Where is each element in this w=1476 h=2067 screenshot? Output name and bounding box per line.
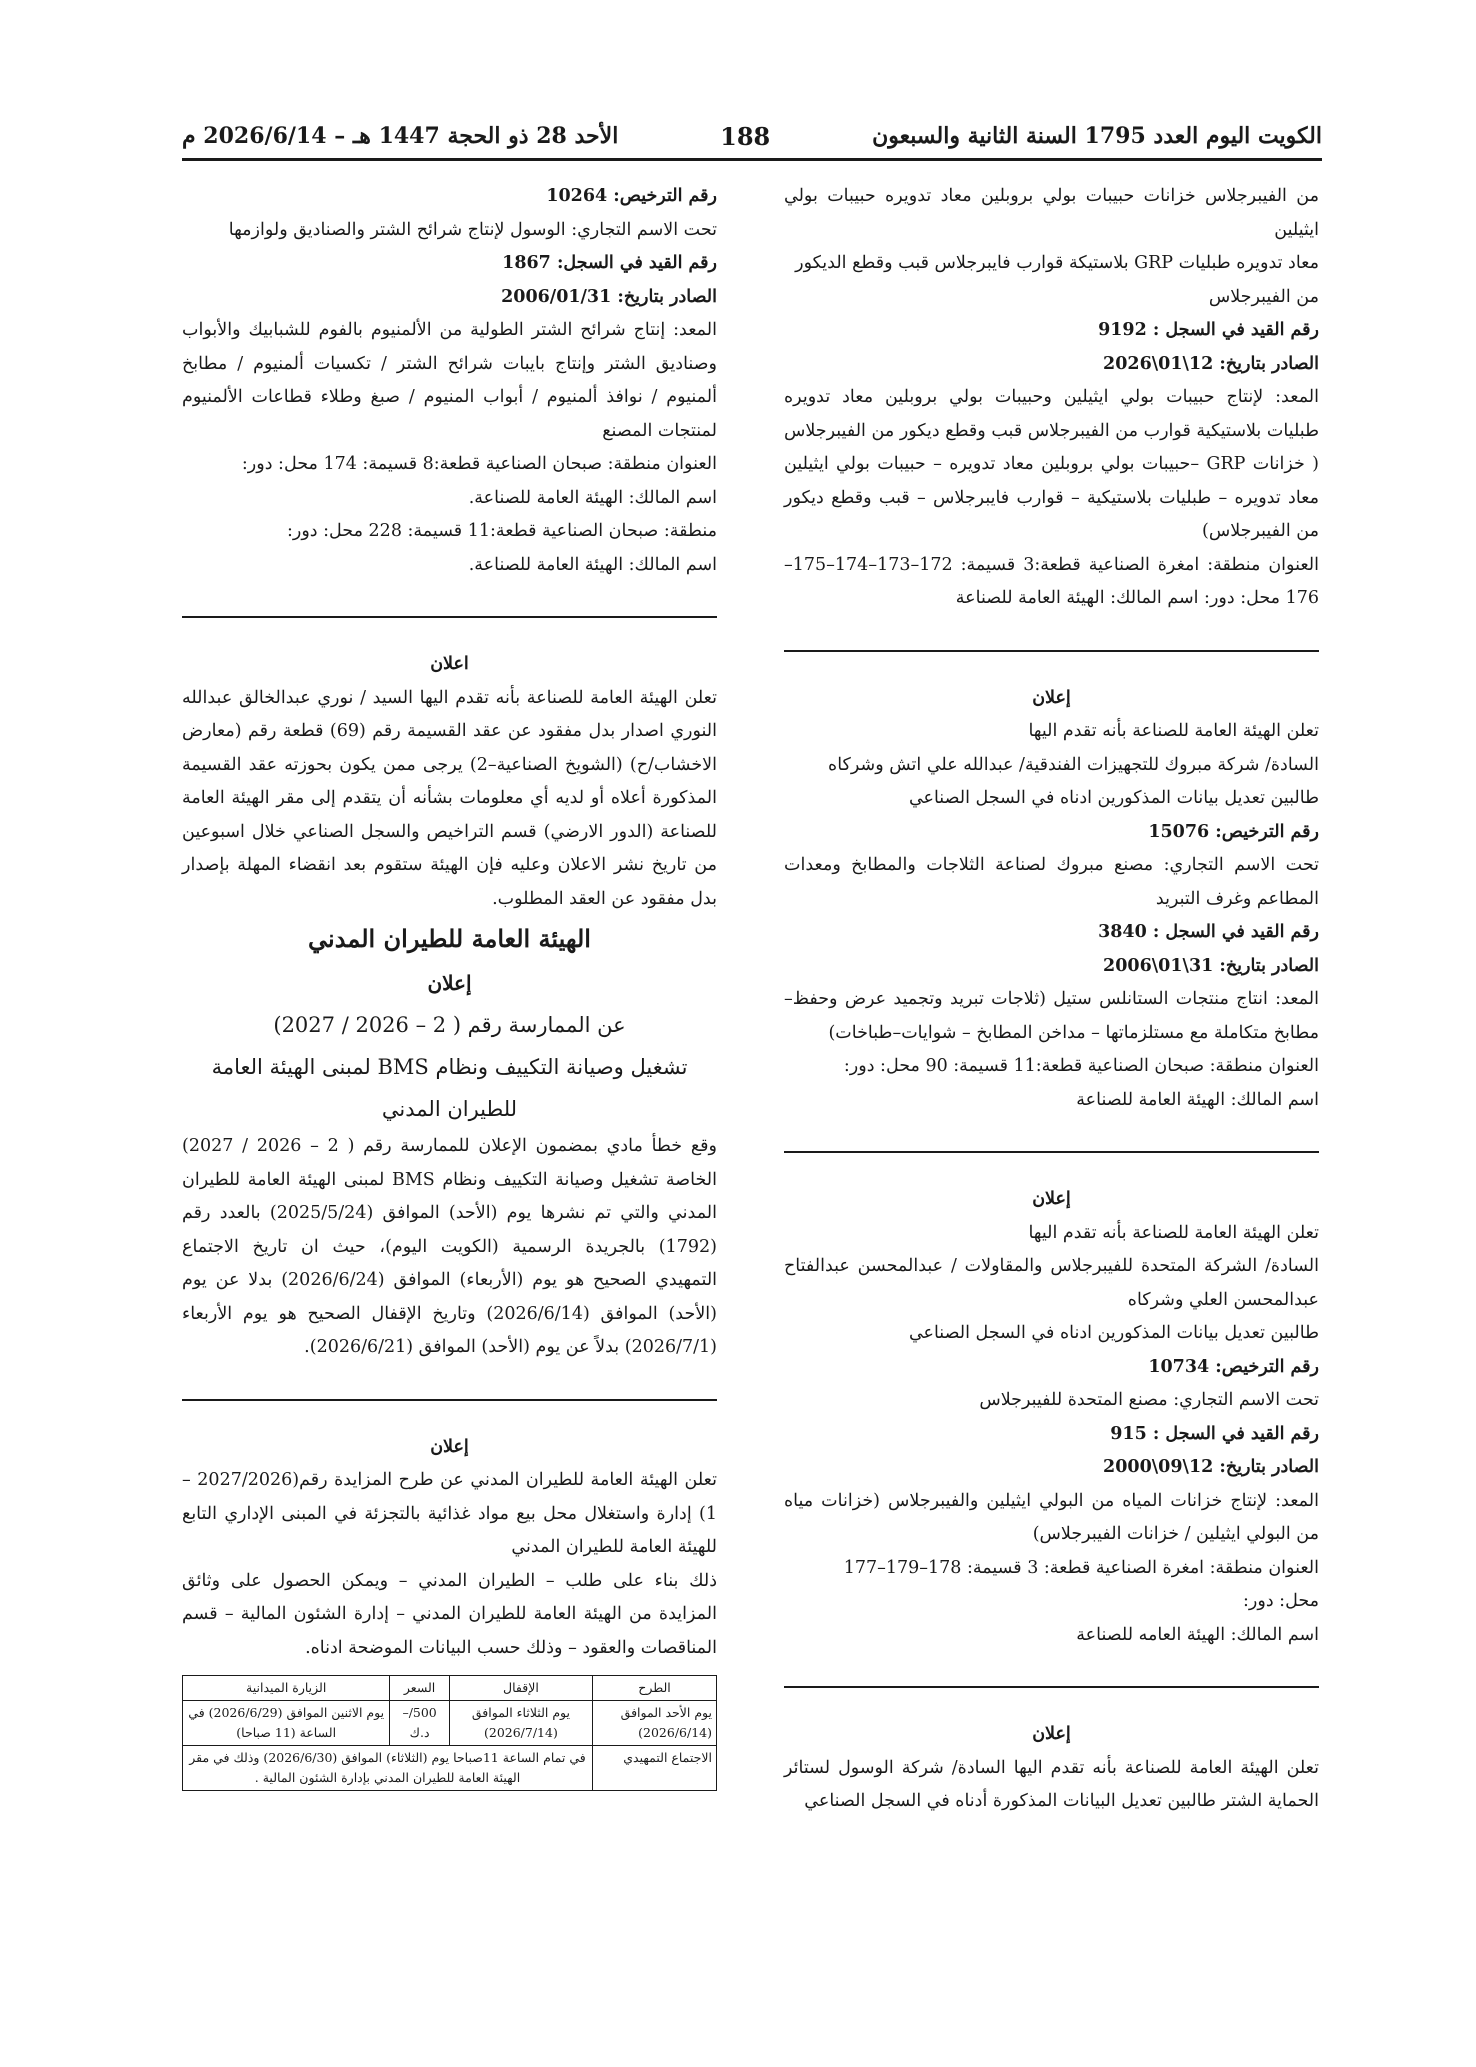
issue-date: الصادر بتاريخ: 12\01\2026: [1103, 353, 1319, 374]
table-header: السعر: [390, 1676, 449, 1701]
registration-number: رقم القيد في السجل: 1867: [502, 253, 717, 273]
purpose-text: المعد: انتاج منتجات الستانلس ستيل (ثلاجات تبريد وتجميد عرض وحفظ– مطابخ متكاملة مع مستلزماتها – مداخن المطابخ – شوايات–طباخات): [784, 989, 1319, 1043]
notice-title: إعلان: [430, 1436, 469, 1457]
registration-number: رقم القيد في السجل : 915: [1110, 1423, 1319, 1444]
notice-text: ذلك بناء على طلب – الطيران المدني – ويمكن الحصول على وثائق المزايدة من الهيئة العامة للطيران المدني – إدارة الشئون المالية – قسم المناقصات والعقود – وذلك حسب البيانات الموضحة ادناه.: [182, 1570, 717, 1658]
trade-name: تحت الاسم التجاري: مصنع مبروك لصناعة الثلاجات والمطابخ ومعدات المطاعم وغرف التبريد: [784, 855, 1319, 909]
table-row: [183, 1746, 717, 1791]
section-divider: [784, 650, 1319, 652]
address-text: العنوان منطقة: امغرة الصناعية قطعة:3 قسيمة: 172–173–174–175–176 محل: دور: اسم المالك: الهيئة العامة للصناعة: [784, 554, 1319, 608]
section-divider: [182, 616, 717, 618]
notice-text: وقع خطأ مادي بمضمون الإعلان للممارسة رقم ( 2 – 2026 / 2027) الخاصة تشغيل وصيانة التكييف ونظام BMS لمبنى الهيئة العامة للطيران المدني والتي تم نشرها يوم (الأحد) الموافق (2025/5/24) بالعدد رقم (1792) بالجريدة الرسمية (الكويت اليوم)، حيث ان تاريخ الاجتماع التمهيدي الصحيح هو يوم (الأربعاء) الموافق (2026/6/24) بدلا عن يوم (الأحد) الموافق (2026/6/14) وتاريخ الإقفال الصحيح هو يوم الأربعاء (2026/7/1) بدلاً عن يوم (الأحد) الموافق (2026/6/21).: [182, 1136, 718, 1357]
owner-text: اسم المالك: الهيئة العامه للصناعة: [1076, 1624, 1319, 1645]
purpose-text: المعد: إنتاج شرائح الشتر الطولية من الألمنيوم بالفوم للشبابيك والأبواب وصناديق الشتر وإنتاج بايبات شرائح الشتر / تكسيات ألمنيوم / مطابخ ألمنيوم / نوافذ ألمنيوم / أبواب المنيوم / صبغ وطلاء قطاعات الألمنيوم لمنتجات المصنع: [182, 320, 717, 441]
license-number: رقم الترخيص: 10734: [1148, 1356, 1319, 1377]
applicant-party: السادة/ الشركة المتحدة للفيبرجلاس والمقاولات / عبدالمحسن عبدالفتاح عبدالمحسن العلي وشركاه: [784, 1256, 1319, 1310]
page-header: [182, 118, 1322, 154]
owner-text: اسم المالك: الهيئة العامة للصناعة: [1076, 1089, 1319, 1110]
trade-name: تحت الاسم التجاري: الوسول لإنتاج شرائح الشتر والصناديق ولوازمها: [228, 219, 717, 240]
table-cell: يوم الاثنين الموافق (2026/6/29) في الساعة (11 صباحا): [183, 1701, 390, 1746]
section-divider: [784, 1686, 1319, 1688]
applicant-party: السادة/ شركة مبروك للتجهيزات الفندقية/ عبدالله علي اتش وشركاه: [828, 754, 1319, 775]
text-line: معاد تدويره طبليات GRP بلاستيكة قوارب فايبرجلاس قبب وقطع الديكور: [795, 253, 1319, 273]
address-text: منطقة: صبحان الصناعية قطعة:11 قسيمة: 228 محل: دور:: [287, 521, 717, 541]
notice-title: إعلان: [1032, 1189, 1071, 1209]
table-header: الإقفال: [449, 1676, 592, 1701]
notice-text: تعلن الهيئة العامة للصناعة بأنه تقدم اليها السيد / نوري عبدالخالق عبدالله النوري اصدار بدل مفقود عن عقد القسيمة رقم (69) قطعة رقم (معارض الاخشاب/ح) (الشويخ الصناعية–2) يرجى ممن يكون بحوزته عقد القسيمة المذكورة أعلاه أو لديه أي معلومات بشأنه أن يتقدم إلى مقر الهيئة العامة للصناعة (الدور الارضي) قسم التراخيص والسجل الصناعي خلال اسبوعين من تاريخ نشر الاعلان وعليه فإن الهيئة ستقوم بعد انقضاء المهلة بإصدار بدل مفقود عن العقد المطلوب.: [182, 687, 717, 909]
notice-title: اعلان: [430, 654, 469, 674]
table-cell: الاجتماع التمهيدي: [593, 1746, 717, 1791]
header-divider: [182, 158, 1322, 161]
section-divider: [182, 1399, 717, 1401]
practice-number: عن الممارسة رقم ( 2 – 2026 / 2027): [273, 1013, 626, 1037]
notice-civil-aviation-auction: [182, 1431, 717, 1792]
text-line: من الفيبرجلاس خزانات حبيبات بولي بروبلين معاد تدويره حبيبات بولي ايثيلين: [784, 186, 1319, 240]
address-text: العنوان منطقة: صبحان الصناعية قطعة:8 قسيمة: 174 محل: دور:: [241, 454, 717, 474]
table-cell: يوم الأحد الموافق (2026/6/14): [593, 1701, 717, 1746]
issue-date: الصادر بتاريخ: 31\01\2006: [1103, 955, 1319, 976]
table-cell: في تمام الساعة 11صباحا يوم (الثلاثاء) الموافق (2026/6/30) وذلك في مقر الهيئة العامة للطيران المدني بإدارة الشئون المالية .: [183, 1746, 593, 1791]
notice-civil-aviation-correction: [182, 916, 717, 1365]
owner-text: اسم المالك: الهيئة العامة للصناعة.: [468, 487, 717, 508]
table-header-row: [183, 1676, 717, 1701]
trade-name: تحت الاسم التجاري: مصنع المتحدة للفيبرجلاس: [979, 1390, 1319, 1410]
registration-number: رقم القيد في السجل : 9192: [1098, 320, 1319, 340]
purpose-text: المعد: لإنتاج حبيبات بولي ايثيلين وحبيبات بولي بروبلين معاد تدويره طبليات بلاستيكية قوارب من الفيبرجلاس قبب وقطع ديكور من الفيبرجلاس ( خزانات GRP –حبيبات بولي بروبلين معاد تدويره – حبيبات بولي ايثيلين معاد تدويره – طبليات بلاستيكية – قوارب فايبرجلاس – قبب وقطع ديكور من الفيبرجلاس): [784, 387, 1319, 541]
notice-text: تعلن الهيئة العامة للطيران المدني عن طرح المزايدة رقم(2027/2026 –1) إدارة واستغلال محل بيع مواد غذائية بالتجزئة في المبنى الإداري التابع للهيئة العامة للطيران المدني: [182, 1470, 717, 1557]
address-text: العنوان منطقة: صبحان الصناعية قطعة:11 قسيمة: 90 محل: دور:: [843, 1056, 1319, 1076]
notice-wasool: [784, 1718, 1319, 1819]
address-text: العنوان منطقة: امغرة الصناعية قطعة: 3 قسيمة: 178–179–177: [843, 1557, 1319, 1578]
request-text: طالبين تعديل بيانات المذكورين ادناه في السجل الصناعي: [908, 788, 1319, 808]
text-line: من الفيبرجلاس: [1208, 286, 1319, 307]
left-column: [182, 180, 717, 1791]
section-divider: [784, 1151, 1319, 1153]
auction-table: [182, 1675, 717, 1791]
owner-text: اسم المالك: الهيئة العامة للصناعة.: [468, 554, 717, 575]
table-header: الطرح: [593, 1676, 717, 1701]
page-number: 188: [720, 121, 771, 151]
table-row: [183, 1701, 717, 1746]
header-issue: الكويت اليوم العدد 1795 السنة الثانية والسبعون: [872, 123, 1322, 149]
notice-text: تعلن الهيئة العامة للصناعة بأنه تقدم اليها السادة/ شركة الوسول لستائر الحماية الشتر طالبين تعديل البيانات المذكورة أدناه في السجل الصناعي: [784, 1757, 1319, 1811]
notice-mabrook: [784, 682, 1319, 1118]
notice-intro: تعلن الهيئة العامة للصناعة بأنه تقدم اليها: [1028, 1222, 1319, 1243]
notice-title: إعلان: [427, 971, 472, 995]
issue-date: الصادر بتاريخ: 12\09\2000: [1103, 1457, 1319, 1477]
right-column: [784, 180, 1319, 1819]
notice-fiberglass-continued: [784, 180, 1319, 616]
shop-text: محل: دور:: [1243, 1591, 1319, 1611]
notice-title: إعلان: [1032, 687, 1071, 708]
purpose-text: المعد: لإنتاج خزانات المياه من البولي ايثيلين والفيبرجلاس (خزانات مياه من البولي ايثيلين / خزانات الفيبرجلاس): [784, 1490, 1319, 1544]
authority-title: الهيئة العامة للطيران المدني: [308, 924, 591, 953]
header-date: الأحد 28 ذو الحجة 1447 هـ – 2026/6/14 م: [182, 123, 619, 149]
notice-intro: تعلن الهيئة العامة للصناعة بأنه تقدم اليها: [1028, 721, 1319, 741]
table-cell: يوم الثلاثاء الموافق (2026/7/14): [449, 1701, 592, 1746]
table-cell: 500/– د.ك: [390, 1701, 449, 1746]
notice-title: إعلان: [1032, 1724, 1071, 1744]
notice-lost-contract: [182, 648, 717, 916]
notice-wasool-continued: [182, 180, 717, 582]
registration-number: رقم القيد في السجل : 3840: [1098, 922, 1319, 942]
request-text: طالبين تعديل بيانات المذكورين ادناه في السجل الصناعي: [908, 1323, 1319, 1343]
practice-subject: تشغيل وصيانة التكييف ونظام BMS لمبنى الهيئة العامة للطيران المدني: [211, 1055, 688, 1121]
notice-united-fiberglass: [784, 1183, 1319, 1652]
license-number: رقم الترخيص: 10264: [546, 186, 717, 206]
license-number: رقم الترخيص: 15076: [1148, 821, 1319, 842]
table-header: الزيارة الميدانية: [183, 1676, 390, 1701]
issue-date: الصادر بتاريخ: 2006/01/31: [501, 286, 717, 307]
